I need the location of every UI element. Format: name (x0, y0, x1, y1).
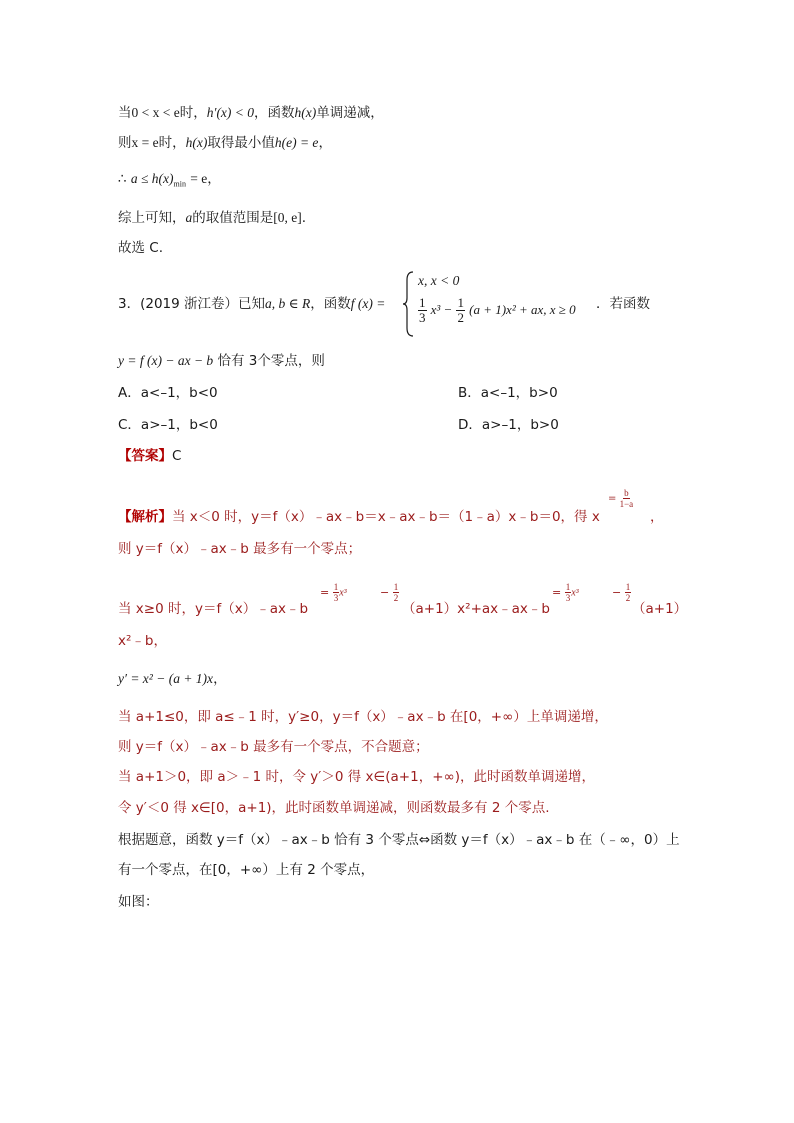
solution-line-10 (118, 831, 680, 849)
solution-comma (650, 508, 664, 526)
text: （a+1）x²+ax﹣ax﹣b (402, 601, 550, 617)
text: 当 a+1≤0，即 a≤﹣1 时，y′≥0，y＝f（x）﹣ax﹣b 在[0，+∞）上单调递增， (118, 709, 608, 725)
solution-frac-2: − $\frac{1}{2}$ (380, 582, 399, 603)
text: . (301, 210, 307, 226)
solution-line-3-mid (402, 600, 550, 618)
solution-line-7 (118, 738, 429, 756)
solution-line-2 (118, 540, 361, 558)
solution-frac-4: − $\frac{1}{2}$ (612, 582, 631, 603)
solution-line-6 (118, 708, 608, 726)
text: 当 (118, 105, 132, 121)
text: 则 (118, 135, 132, 151)
text: ．若函数 (596, 296, 650, 312)
math-var: a (185, 210, 193, 225)
math-condition: 0 < x < e (131, 105, 180, 120)
math-y-expression: y = f (x) − ax − b (118, 353, 214, 368)
solution-frac-3: = $\frac{1}{3}$ x³ (552, 582, 579, 603)
option-c-text: C．a>–1，b<0 (118, 417, 218, 433)
text: ， (207, 171, 221, 187)
math-min-value: h(e) = e (274, 135, 319, 150)
text: 如图： (118, 894, 159, 910)
solution-line-8 (118, 768, 595, 786)
text: x²﹣b， (118, 633, 167, 649)
math-x-equals-e: x = e (131, 135, 159, 150)
text: 令 y′＜0 得 x∈[0，a+1)，此时函数单调递减，则函数最多有 2 个零点. (118, 800, 550, 816)
text: 时， (179, 105, 207, 121)
solution-line-4 (118, 632, 167, 650)
text: 当 x＜0 时，y＝f（x）﹣ax﹣b＝x﹣ax﹣b＝（1﹣a）x﹣b＝0，得 x (172, 509, 600, 525)
line-choose (118, 239, 163, 257)
option-b (458, 384, 558, 402)
left-brace-icon (402, 270, 416, 338)
question-prefix: 3．(2019 浙江卷）已知 (118, 296, 266, 312)
solution-line-11 (118, 861, 374, 879)
text: ，函数 (310, 296, 351, 312)
question-3-header (118, 295, 385, 313)
solution-line-9 (118, 799, 550, 817)
line-minimum (118, 134, 332, 152)
answer-label: 【答案】 (118, 448, 172, 464)
therefore-symbol: ∴ (118, 171, 127, 187)
text: 综上可知， (118, 210, 186, 226)
text: 故选 C. (118, 240, 164, 256)
question-3-suffix (596, 295, 650, 313)
option-a-text: A．a<–1，b<0 (118, 385, 218, 401)
line-decreasing (118, 104, 384, 122)
text: 则 y＝f（x）﹣ax﹣b 最多有一个零点，不合题意； (118, 739, 429, 755)
option-b-text: B．a<–1，b>0 (458, 385, 558, 401)
question-3-line-2 (118, 352, 325, 370)
text: 恰有 3个零点，则 (217, 353, 325, 369)
equals-sign: = (608, 493, 617, 504)
answer-value: C (172, 448, 182, 464)
solution-line-12 (118, 893, 159, 911)
text: 的取值范围是 (192, 210, 274, 226)
text: 则 y＝f（x）﹣ax﹣b 最多有一个零点； (118, 541, 362, 557)
option-c (118, 416, 218, 434)
option-a (118, 384, 218, 402)
option-d-text: D．a>–1，b>0 (458, 417, 559, 433)
math-derivative-y: y′ = x² − (a + 1)x (118, 671, 214, 686)
solution-label: 【解析】 (118, 509, 172, 525)
math-range: [0, e] (273, 210, 302, 225)
solution-line-3-end (632, 600, 687, 618)
text: ， (318, 135, 332, 151)
solution-frac-1: = $\frac{1}{3}$ x³ (320, 582, 347, 603)
subscript-min: min (173, 179, 186, 189)
text: 时， (158, 135, 186, 151)
math-ab-real: a, b ∈ R (265, 296, 311, 311)
solution-line-5 (118, 670, 227, 688)
line-therefore (118, 170, 221, 194)
math-hx: h(x) (294, 105, 317, 120)
math-value: = e (190, 171, 208, 186)
solution-line-1 (118, 508, 600, 526)
text: 当 x≥0 时，y＝f（x）﹣ax﹣b (118, 601, 309, 617)
solution-line-3 (118, 600, 308, 618)
answer-line (118, 447, 181, 465)
text: ， (650, 509, 664, 525)
text: 有一个零点，在[0，+∞）上有 2 个零点， (118, 862, 375, 878)
text: 根据题意，函数 y＝f（x）﹣ax﹣b 恰有 3 个零点⇔函数 y＝f（x）﹣ax﹣b 在（﹣∞，0）上 (118, 832, 680, 848)
line-conclusion (118, 209, 306, 227)
option-d (458, 416, 559, 434)
text: 取得最小值 (207, 135, 275, 151)
math-hx: h(x) (185, 135, 208, 150)
text: （a+1） (632, 601, 688, 617)
text: ，函数 (254, 105, 295, 121)
math-fx: f (x) = (350, 296, 386, 311)
solution-fraction: = $\frac{b}{1-a}$ (608, 488, 634, 509)
math-expression: a ≤ h(x) (130, 171, 174, 186)
text: 单调递减， (316, 105, 384, 121)
math-derivative: h′(x) < 0 (206, 105, 255, 120)
text: 当 a+1＞0，即 a＞﹣1 时，令 y′＞0 得 x∈(a+1，+∞)，此时函数单调递增， (118, 769, 596, 785)
piecewise-case-2: $\frac{1}{3}$ x³ − $\frac{1}{2}$ (a + 1)x² + ax, x ≥ 0 (419, 295, 576, 325)
piecewise-case-1: x, x < 0 (418, 273, 460, 288)
text: ， (213, 671, 227, 687)
